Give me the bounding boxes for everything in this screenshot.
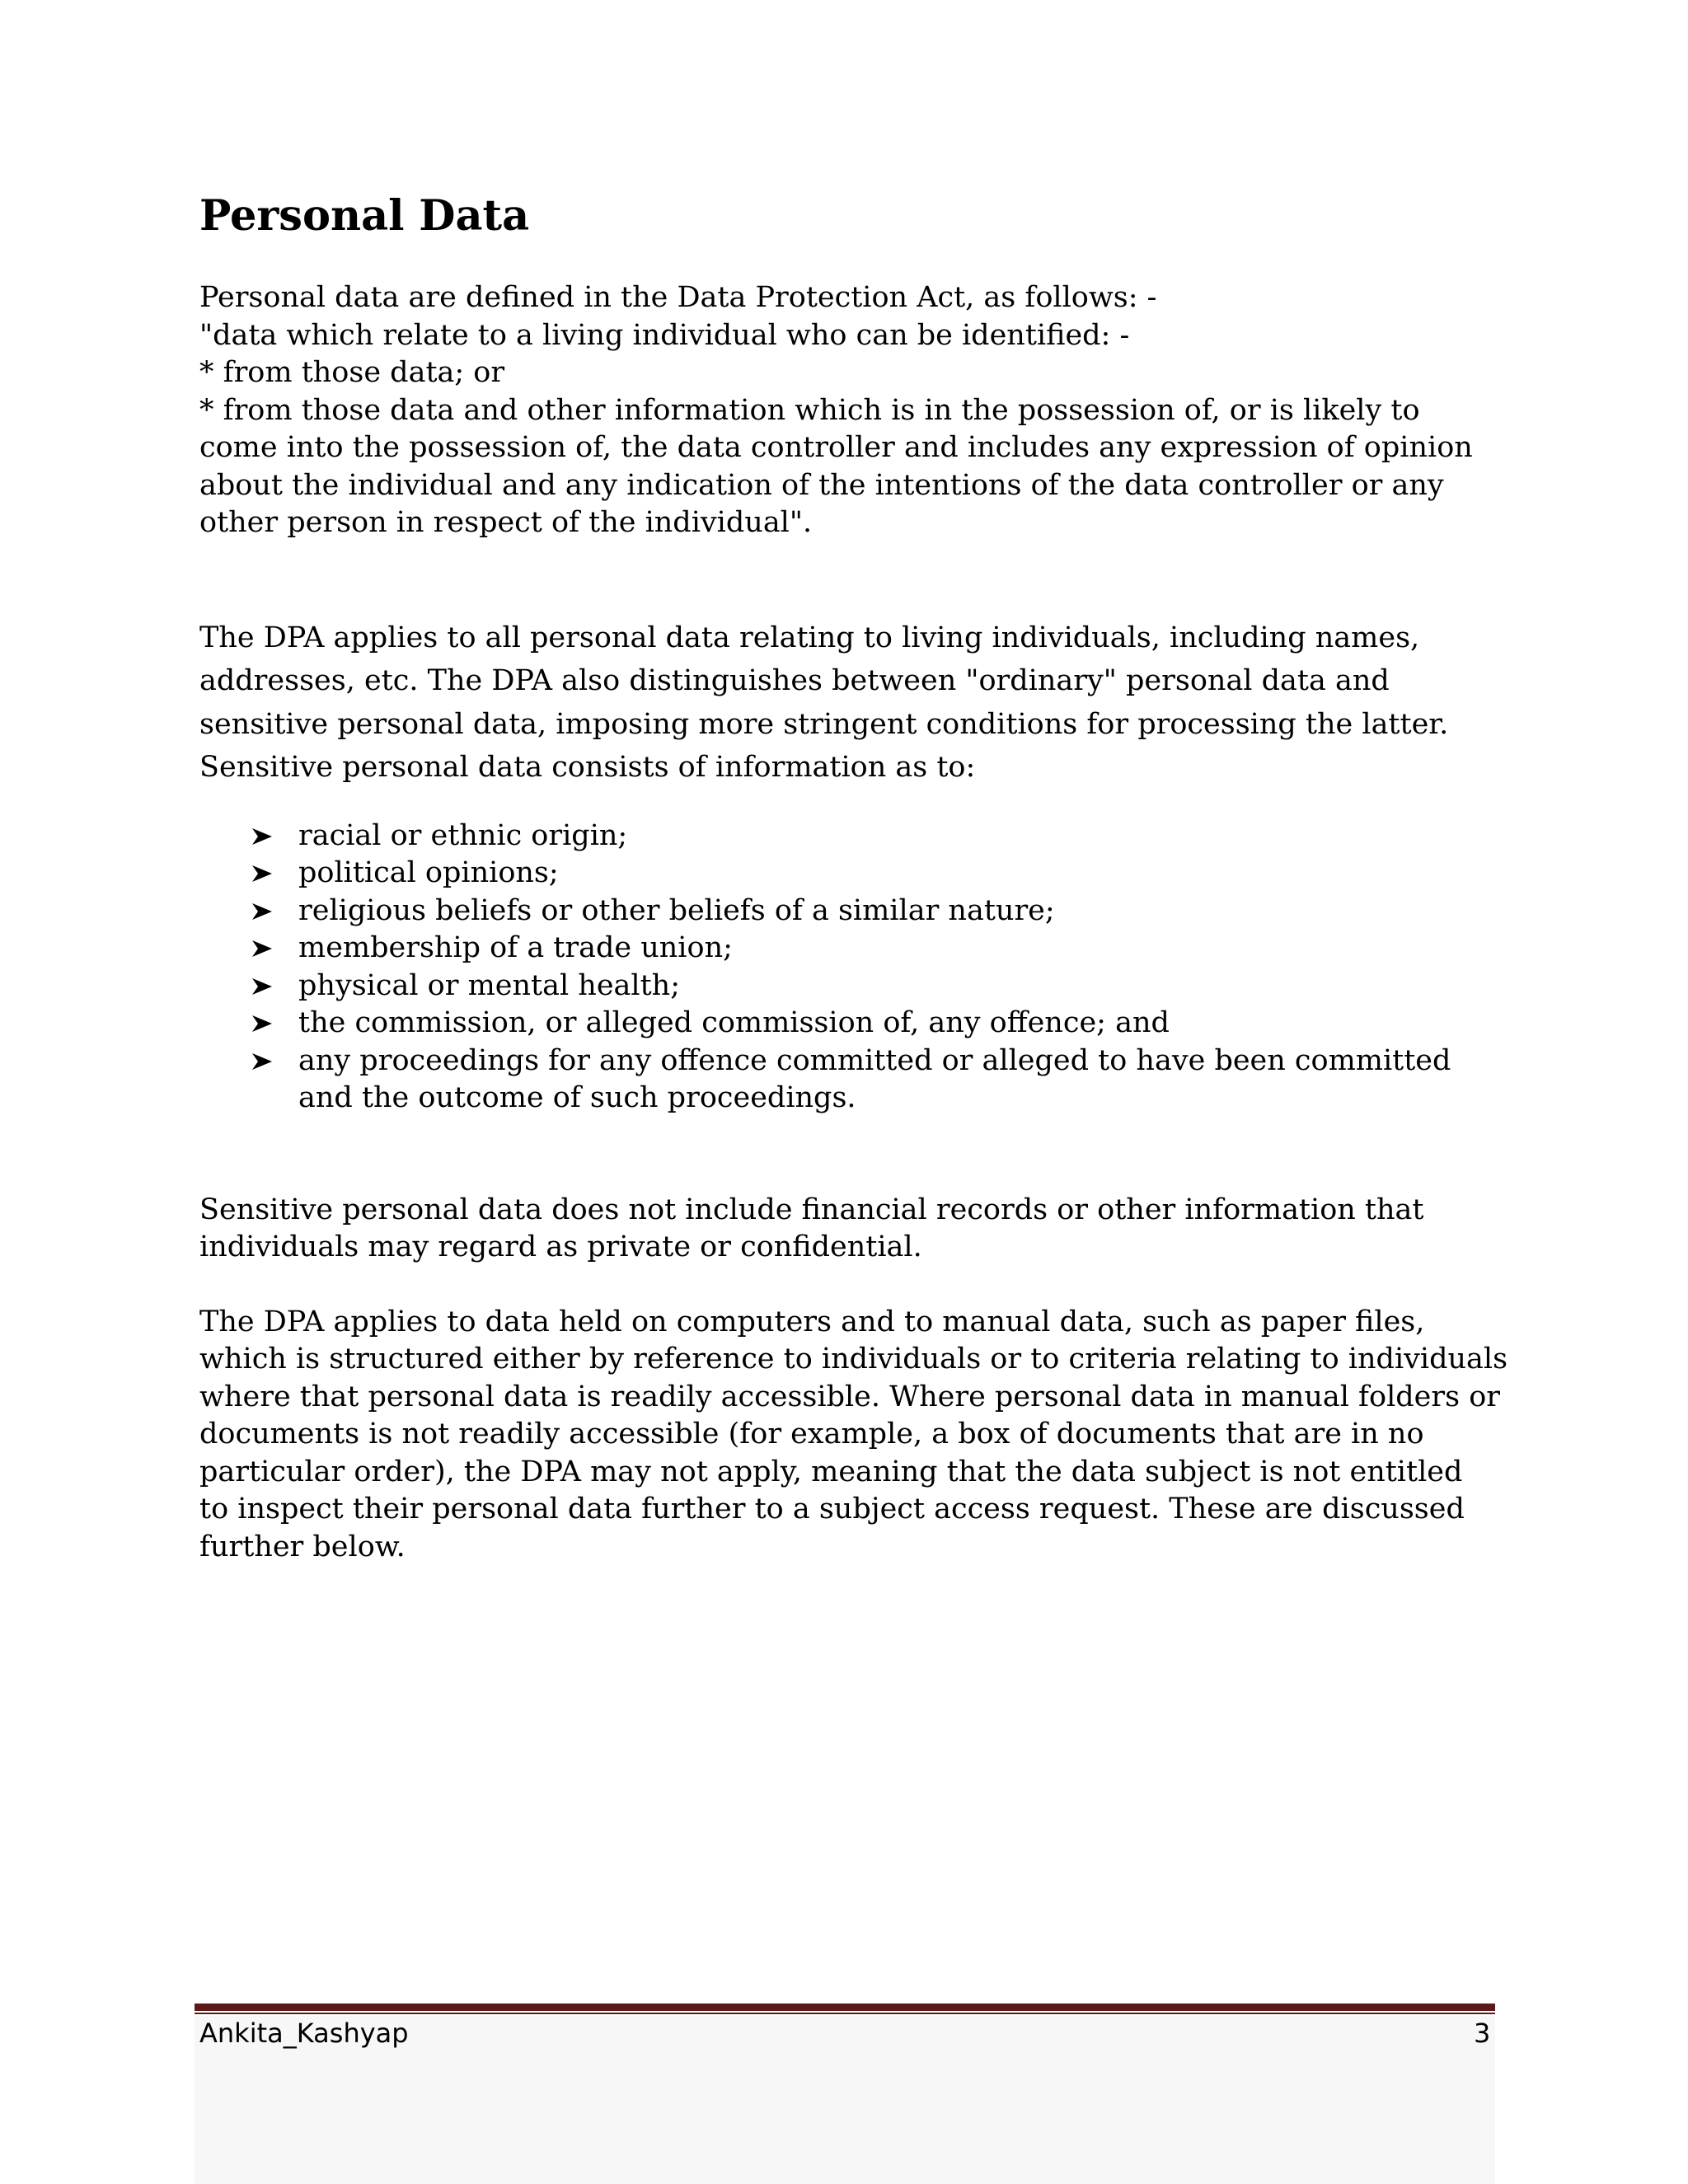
paragraph-line: which is structured either by reference to individuals or to criteria relating to individuals [199,1343,1508,1376]
arrowhead-icon [251,902,273,921]
arrowhead-icon [251,977,273,996]
list-item-text: the commission, or alleged commission of, any offence; and [298,1006,1170,1040]
list-item-text: physical or mental health; [298,968,680,1002]
list-item-text: religious beliefs or other beliefs of a similar nature; [298,893,1055,927]
paragraph-line: further below. [199,1530,406,1563]
definition-line: come into the possession of, the data controller and includes any expression of opinion [199,431,1473,465]
definition-line: other person in respect of the individual". [199,506,813,540]
arrowhead-icon [251,865,273,883]
definition-line: about the individual and any indication of the intentions of the data controller or any [199,468,1444,502]
arrowhead-icon [251,827,273,846]
list-item-text: any proceedings for any offence committed or alleged to have been committed and the outcome of such proceedings. [298,1043,1451,1115]
paragraph-line: to inspect their personal data further to a subject access request. These are discussed [199,1493,1465,1526]
list-item [199,930,1502,968]
definition-block [199,279,1502,542]
list-item [199,818,1502,855]
list-item [199,855,1502,893]
arrowhead-icon [251,1015,273,1033]
paragraph-line: addresses, etc. The DPA also distinguishes between "ordinary" personal data and [199,664,1390,698]
paragraph-line: The DPA applies to data held on computers and to manual data, such as paper files, [199,1305,1425,1338]
exclusion-paragraph [199,1192,1502,1267]
sensitive-data-list [199,818,1502,1118]
page-title: Personal Data [199,191,530,241]
dpa-intro-paragraph [199,616,1502,790]
paragraph-line: particular order), the DPA may not apply, meaning that the data subject is not entitled [199,1455,1463,1488]
list-item-text: racial or ethnic origin; [298,818,628,852]
definition-line: * from those data; or [199,356,505,390]
paragraph-line: Sensitive personal data does not include financial records or other information that [199,1193,1424,1226]
paragraph-line: Sensitive personal data consists of information as to: [199,751,976,785]
footer-author: Ankita_Kashyap [199,2018,409,2049]
page-content [199,191,1508,1603]
list-item-text: membership of a trade union; [298,931,733,965]
list-item [199,893,1502,930]
paragraph-line: The DPA applies to all personal data relating to living individuals, including names, [199,621,1420,654]
paragraph-line: sensitive personal data, imposing more stringent conditions for processing the latter. [199,707,1449,741]
definition-line: "data which relate to a living individual who can be identified: - [199,318,1130,352]
arrowhead-icon [251,940,273,958]
scope-paragraph [199,1304,1508,1567]
list-item [199,1043,1502,1118]
list-item-text: political opinions; [298,856,559,890]
page-number: 3 [1474,2018,1491,2049]
list-item [199,1005,1502,1043]
footer-rule [195,2004,1495,2011]
paragraph-line: documents is not readily accessible (for example, a box of documents that are in no [199,1418,1424,1451]
paragraph-line: where that personal data is readily accessible. Where personal data in manual folders or [199,1380,1501,1413]
definition-line: Personal data are defined in the Data Protection Act, as follows: - [199,281,1157,315]
paragraph-line: individuals may regard as private or confidential. [199,1230,922,1264]
arrowhead-icon [251,1052,273,1071]
definition-line: * from those data and other information which is in the possession of, or is likely to [199,393,1420,427]
list-item [199,968,1502,1005]
